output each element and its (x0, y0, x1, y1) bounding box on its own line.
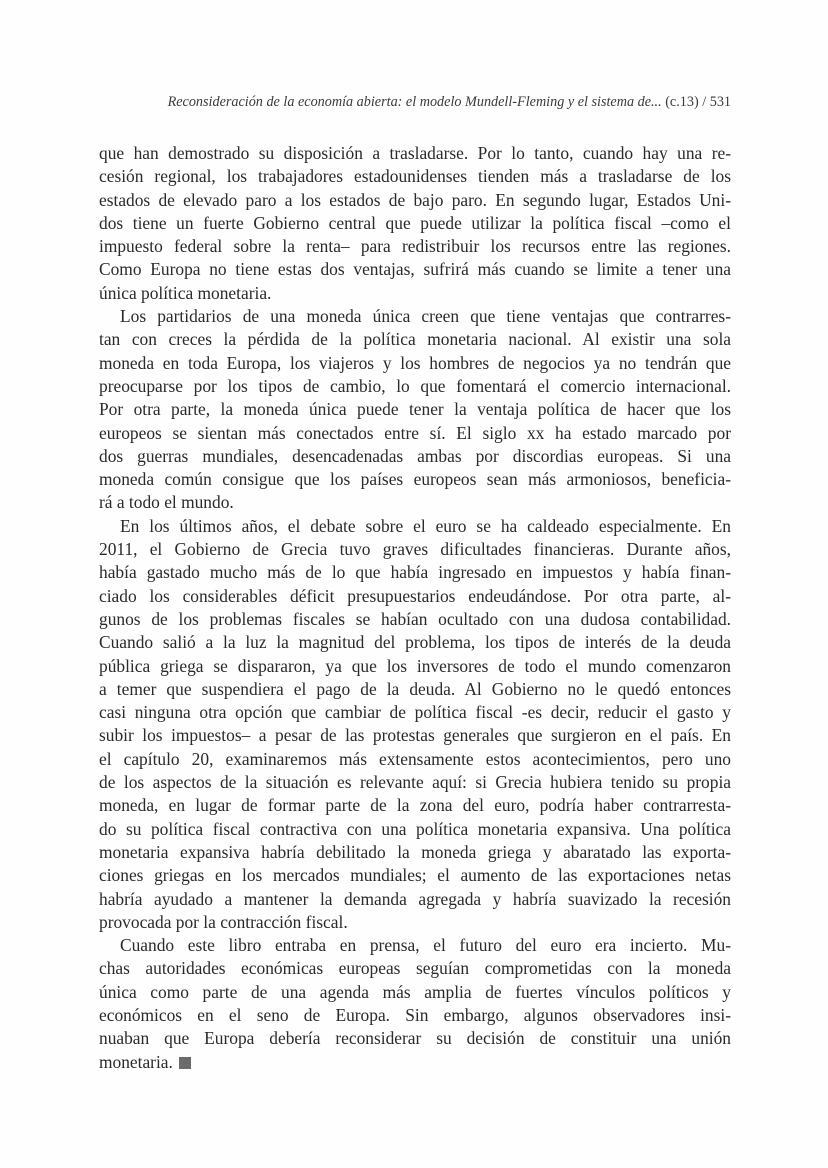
text-line: había gastado mucho más de lo que había ingresado en impuestos y había finan- (99, 562, 731, 583)
text-line: estados de elevado paro a los estados de bajo paro. En segundo lugar, Estados Uni- (99, 189, 731, 210)
text-line: preocuparse por los tipos de cambio, lo que fomentará el comercio internacional. (99, 375, 731, 396)
text-line: de los aspectos de la situación es relevante aquí: si Grecia hubiera tenido su propia (99, 772, 731, 793)
paragraph-4 (99, 934, 731, 1074)
running-header (120, 94, 731, 111)
text-line: provocada por la contracción fiscal. (99, 911, 348, 932)
paragraph-3 (99, 515, 731, 934)
text-line: ciado los considerables déficit presupuestarios endeudándose. Por otra parte, al- (99, 585, 731, 606)
text-line: ciones griegas en los mercados mundiales; el aumento de las exportaciones netas (99, 865, 731, 886)
chapter-number: (c.13) (665, 94, 699, 110)
page-number: 531 (709, 94, 731, 110)
text-line: Los partidarios de una moneda única creen que tiene ventajas que contrarres- (120, 306, 731, 327)
chapter-title: Reconsideración de la economía abierta: el modelo Mundell-Fleming y el sistema de... (167, 94, 662, 110)
text-line: dos guerras mundiales, desencadenadas ambas por discordias europeas. Si una (99, 445, 731, 466)
text-line: moneda, en lugar de formar parte de la zona del euro, podría haber contrarresta- (99, 795, 731, 816)
text-line: moneda en toda Europa, los viajeros y los hombres de negocios ya no tendrán que (99, 352, 731, 373)
text-line: chas autoridades económicas europeas seguían comprometidas con la moneda (99, 958, 731, 979)
text-line: el capítulo 20, examinaremos más extensamente estos acontecimientos, pero uno (99, 748, 731, 769)
text-line: Por otra parte, la moneda única puede tener la ventaja política de hacer que los (99, 399, 731, 420)
text-line: económicos en el seno de Europa. Sin embargo, algunos observadores insi- (99, 1004, 731, 1025)
header-separator: / (702, 94, 707, 110)
text-line: subir los impuestos– a pesar de las protestas generales que surgieron en el país. En (99, 725, 731, 746)
text-line: En los últimos años, el debate sobre el euro se ha caldeado especialmente. En (120, 515, 731, 536)
text-line: impuesto federal sobre la renta– para redistribuir los recursos entre las regiones. (99, 236, 731, 257)
end-of-section-square-icon (179, 1057, 191, 1069)
text-line: moneda común consigue que los países europeos sean más armoniosos, beneficia- (99, 469, 731, 490)
text-line: Como Europa no tiene estas dos ventajas, sufrirá más cuando se limite a tener una (99, 259, 731, 280)
text-line: única como parte de una agenda más amplia de fuertes vínculos políticos y (99, 981, 731, 1002)
text-line: do su política fiscal contractiva con una política monetaria expansiva. Una política (99, 818, 731, 839)
paragraph-2 (99, 305, 731, 515)
text-line: dos tiene un fuerte Gobierno central que puede utilizar la política fiscal –como el (99, 212, 731, 233)
text-line: Cuando este libro entraba en prensa, el futuro del euro era incierto. Mu- (120, 935, 731, 956)
text-line: monetaria expansiva habría debilitado la moneda griega y abaratado las exporta- (99, 841, 731, 862)
paragraph-1 (99, 142, 731, 305)
text-line: pública griega se dispararon, ya que los inversores de todo el mundo comenzaron (99, 655, 731, 676)
text-line: cesión regional, los trabajadores estadounidenses tienden más a trasladarse de los (99, 166, 731, 187)
text-line: nuaban que Europa debería reconsiderar su decisión de constituir una unión (99, 1028, 731, 1049)
text-line: 2011, el Gobierno de Grecia tuvo graves dificultades financieras. Durante años, (99, 539, 731, 560)
text-line: que han demostrado su disposición a trasladarse. Por lo tanto, cuando hay una re- (99, 143, 731, 163)
text-line: europeos se sientan más conectados entre sí. El siglo xx ha estado marcado por (99, 422, 731, 443)
text-line: a temer que suspendiera el pago de la deuda. Al Gobierno no le quedó entonces (99, 678, 731, 699)
text-line: tan con creces la pérdida de la política monetaria nacional. Al existir una sola (99, 329, 731, 350)
text-line-final (99, 1051, 731, 1074)
text-line: habría ayudado a mantener la demanda agregada y habría suavizado la recesión (99, 888, 731, 909)
body-text (99, 142, 731, 1074)
text-line: única política monetaria. (99, 282, 272, 303)
text-line: rá a todo el mundo. (99, 492, 234, 513)
final-text: monetaria. (99, 1051, 173, 1072)
text-line: gunos de los problemas fiscales se habían ocultado con una dudosa contabilidad. (99, 608, 731, 629)
text-line: casi ninguna otra opción que cambiar de política fiscal -es decir, reducir el gasto y (99, 702, 731, 723)
text-line: Cuando salió a la luz la magnitud del problema, los tipos de interés de la deuda (99, 632, 731, 653)
